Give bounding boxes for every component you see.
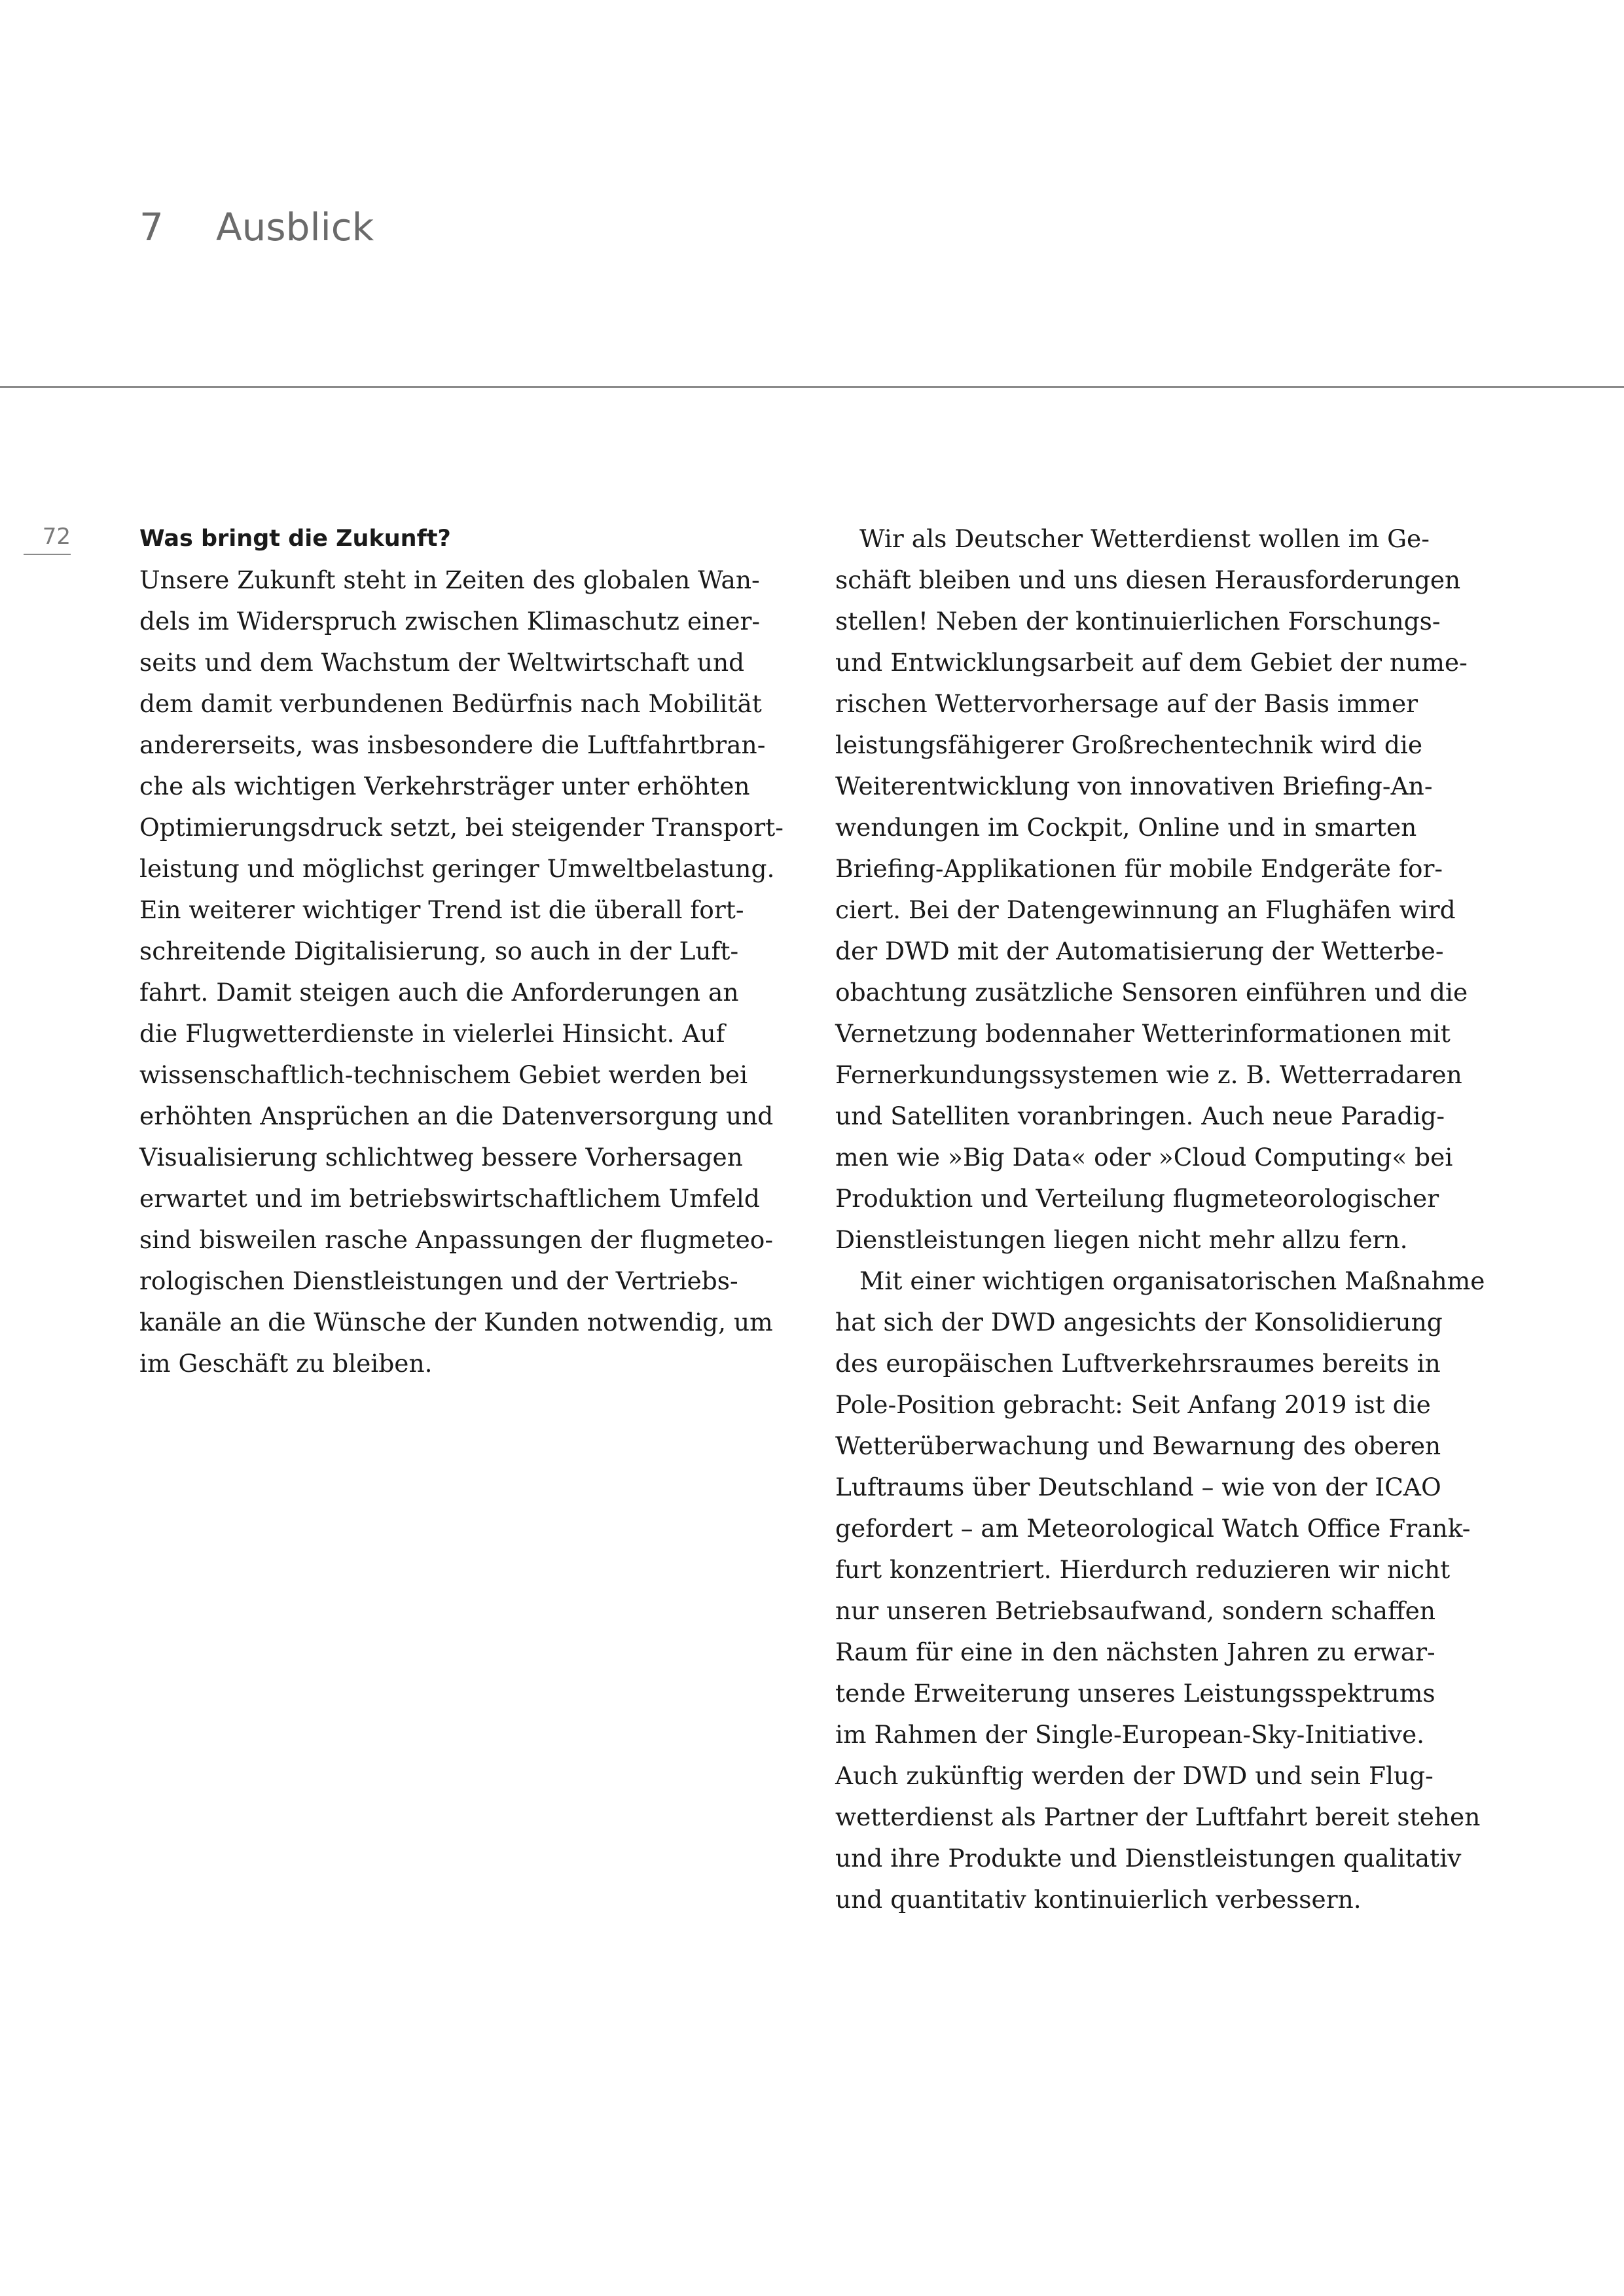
text-line: erwartet und im betriebswirtschaftlichem Umfeld <box>139 1184 760 1213</box>
text-line: wetterdienst als Partner der Luftfahrt bereit stehen <box>835 1803 1481 1831</box>
text-line: Wir als Deutscher Wetterdienst wollen im Ge- <box>859 524 1430 553</box>
text-line: und Satelliten voranbringen. Auch neue Paradig- <box>835 1102 1445 1130</box>
text-line: Produktion und Verteilung flugmeteorologischer <box>835 1184 1439 1213</box>
text-line: Unsere Zukunft steht in Zeiten des globalen Wan- <box>139 565 760 594</box>
text-line: die Flugwetterdienste in vielerlei Hinsicht. Auf <box>139 1019 725 1048</box>
text-line: Weiterentwicklung von innovativen Briefing-An- <box>835 772 1433 800</box>
text-line: erhöhten Ansprüchen an die Datenversorgung und <box>139 1102 774 1130</box>
text-line: der DWD mit der Automatisierung der Wetterbe- <box>835 937 1444 965</box>
text-line: rologischen Dienstleistungen und der Vertriebs- <box>139 1266 738 1295</box>
text-line: wissenschaftlich-technischem Gebiet werden bei <box>139 1060 748 1089</box>
text-line: im Rahmen der Single-European-Sky-Initiative. <box>835 1720 1425 1749</box>
text-line: Ein weiterer wichtiger Trend ist die überall fort- <box>139 895 744 924</box>
text-line: Briefing-Applikationen für mobile Endgeräte for- <box>835 854 1443 883</box>
chapter-title: Ausblick <box>216 205 374 249</box>
text-line: schäft bleiben und uns diesen Herausforderungen <box>835 565 1461 594</box>
text-line: und Entwicklungsarbeit auf dem Gebiet der nume- <box>835 648 1468 677</box>
text-line: che als wichtigen Verkehrsträger unter erhöhten <box>139 772 750 800</box>
text-line: Optimierungsdruck setzt, bei steigender Transport- <box>139 813 784 842</box>
text-line: hat sich der DWD angesichts der Konsolidierung <box>835 1308 1443 1336</box>
text-line: wendungen im Cockpit, Online und in smarten <box>835 813 1417 842</box>
section-heading: Was bringt die Zukunft? <box>139 526 451 552</box>
text-line: fahrt. Damit steigen auch die Anforderungen an <box>139 978 739 1007</box>
left-column <box>139 518 794 1384</box>
text-line: und ihre Produkte und Dienstleistungen qualitativ <box>835 1844 1462 1873</box>
text-line: kanäle an die Wünsche der Kunden notwendig, um <box>139 1308 773 1336</box>
text-line: andererseits, was insbesondere die Luftfahrtbran- <box>139 730 766 759</box>
text-line: dels im Widerspruch zwischen Klimaschutz einer- <box>139 607 761 636</box>
text-line: seits und dem Wachstum der Weltwirtschaft und <box>139 648 745 677</box>
text-line: tende Erweiterung unseres Leistungsspektrums <box>835 1679 1435 1708</box>
text-line: men wie »Big Data« oder »Cloud Computing« bei <box>835 1143 1453 1172</box>
text-line: obachtung zusätzliche Sensoren einführen und die <box>835 978 1468 1007</box>
text-line: des europäischen Luftverkehrsraumes bereits in <box>835 1349 1441 1378</box>
text-line: leistungsfähigerer Großrechentechnik wird die <box>835 730 1423 759</box>
text-line: Luftraums über Deutschland – wie von der ICAO <box>835 1473 1441 1501</box>
chapter-number: 7 <box>139 205 164 249</box>
left-paragraph <box>139 560 794 1384</box>
text-line: schreitende Digitalisierung, so auch in der Luft- <box>139 937 739 965</box>
text-line: Fernerkundungssystemen wie z. B. Wetterradaren <box>835 1060 1462 1089</box>
text-line: im Geschäft zu bleiben. <box>139 1349 433 1378</box>
text-line: furt konzentriert. Hierdurch reduzieren wir nicht <box>835 1555 1451 1584</box>
right-paragraph-1 <box>835 518 1490 1261</box>
chapter-header <box>139 205 374 249</box>
text-line: und quantitativ kontinuierlich verbessern. <box>835 1885 1362 1914</box>
text-line: Mit einer wichtigen organisatorischen Maßnahme <box>859 1266 1485 1295</box>
text-line: gefordert – am Meteorological Watch Office Frank- <box>835 1514 1471 1543</box>
text-line: ciert. Bei der Datengewinnung an Flughäfen wird <box>835 895 1456 924</box>
text-line: Vernetzung bodennaher Wetterinformationen mit <box>835 1019 1451 1048</box>
page-number-underline <box>24 554 71 555</box>
right-paragraph-2 <box>835 1261 1490 1920</box>
text-line: Wetterüberwachung und Bewarnung des oberen <box>835 1431 1441 1460</box>
text-line: Dienstleistungen liegen nicht mehr allzu fern. <box>835 1225 1408 1254</box>
text-line: rischen Wettervorhersage auf der Basis immer <box>835 689 1418 718</box>
text-line: sind bisweilen rasche Anpassungen der flugmeteo- <box>139 1225 774 1254</box>
page-number: 72 <box>42 524 71 550</box>
right-column <box>835 518 1490 1920</box>
text-line: stellen! Neben der kontinuierlichen Forschungs- <box>835 607 1441 636</box>
text-line: Visualisierung schlichtweg bessere Vorhersagen <box>139 1143 743 1172</box>
text-line: nur unseren Betriebsaufwand, sondern schaffen <box>835 1596 1436 1625</box>
text-line: dem damit verbundenen Bedürfnis nach Mobilität <box>139 689 762 718</box>
text-line: leistung und möglichst geringer Umweltbelastung. <box>139 854 775 883</box>
text-line: Pole-Position gebracht: Seit Anfang 2019 ist die <box>835 1390 1431 1419</box>
text-line: Auch zukünftig werden der DWD und sein Flug- <box>835 1761 1434 1790</box>
text-line: Raum für eine in den nächsten Jahren zu erwar- <box>835 1638 1435 1666</box>
header-divider <box>0 386 1624 388</box>
